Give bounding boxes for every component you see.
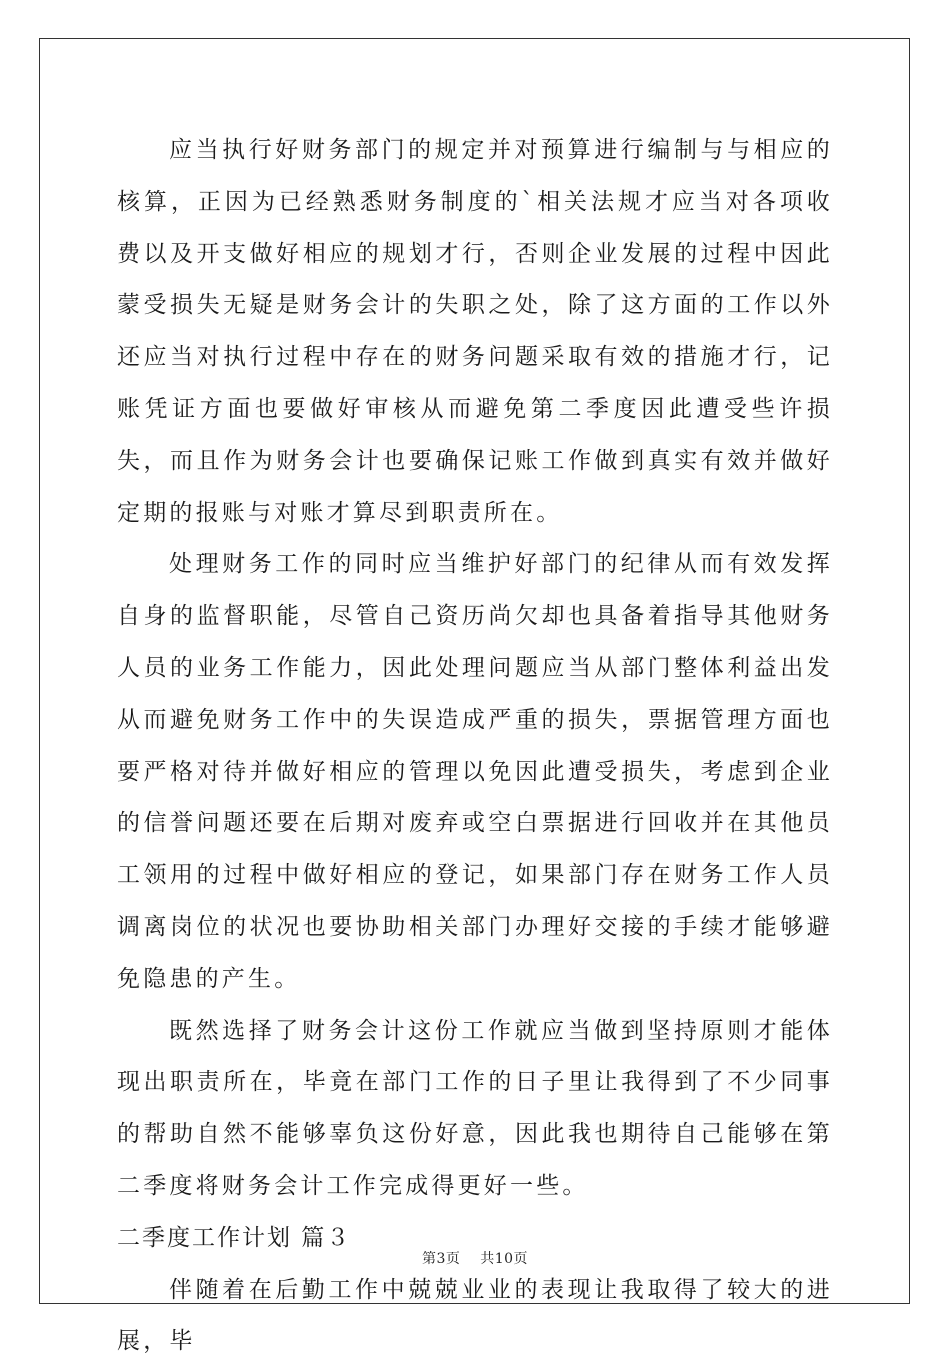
paragraph-logistics: 伴随着在后勤工作中兢兢业业的表现让我取得了较大的进展，毕: [117, 1276, 833, 1355]
page-number: 第3页: [421, 1251, 461, 1267]
paragraph-discipline-supervision: 处理财务工作的同时应当维护好部门的纪律从而有效发挥自身的监督职能，尽管自己资历尚欠却也具备着指导其他财务人员的业务工作能力，因此处理问题应当从部门整体利益出发从而避免财务工作中的失误造成严重的损失，票据管理方面也要严格对待并做好相应的管理以免因此遭受损失，考虑到企业的信誉问题还要在后期对废弃或空白票据进行回收并在其他员工领用的过程中做好相应的登记，如果部门存在财务工作人员调离岗位的状况也要协助相关部门办理好交接的手续才能够避免隐患的产生。: [117, 551, 833, 992]
section-heading: 二季度工作计划 篇３: [117, 1224, 352, 1251]
document-body: [117, 125, 833, 1368]
page-footer: [0, 1248, 950, 1268]
paragraph-principles: 既然选择了财务会计这份工作就应当做到坚持原则才能体现出职责所在，毕竟在部门工作的日子里让我得到了不少同事的帮助自然不能够辜负这份好意，因此我也期待自己能够在第二季度将财务会计工作完成得更好一些。: [117, 1017, 833, 1199]
page-total: 共10页: [480, 1251, 529, 1267]
paragraph-budget-accounting: 应当执行好财务部门的规定并对预算进行编制与与相应的核算，正因为已经熟悉财务制度的`相关法规才应当对各项收费以及开支做好相应的规划才行，否则企业发展的过程中因此蒙受损失无疑是财务会计的失职之处，除了这方面的工作以外还应当对执行过程中存在的财务问题采取有效的措施才行，记账凭证方面也要做好审核从而避免第二季度因此遭受些许损失，而且作为财务会计也要确保记账工作做到真实有效并做好定期的报账与对账才算尽到职责所在。: [117, 137, 833, 526]
